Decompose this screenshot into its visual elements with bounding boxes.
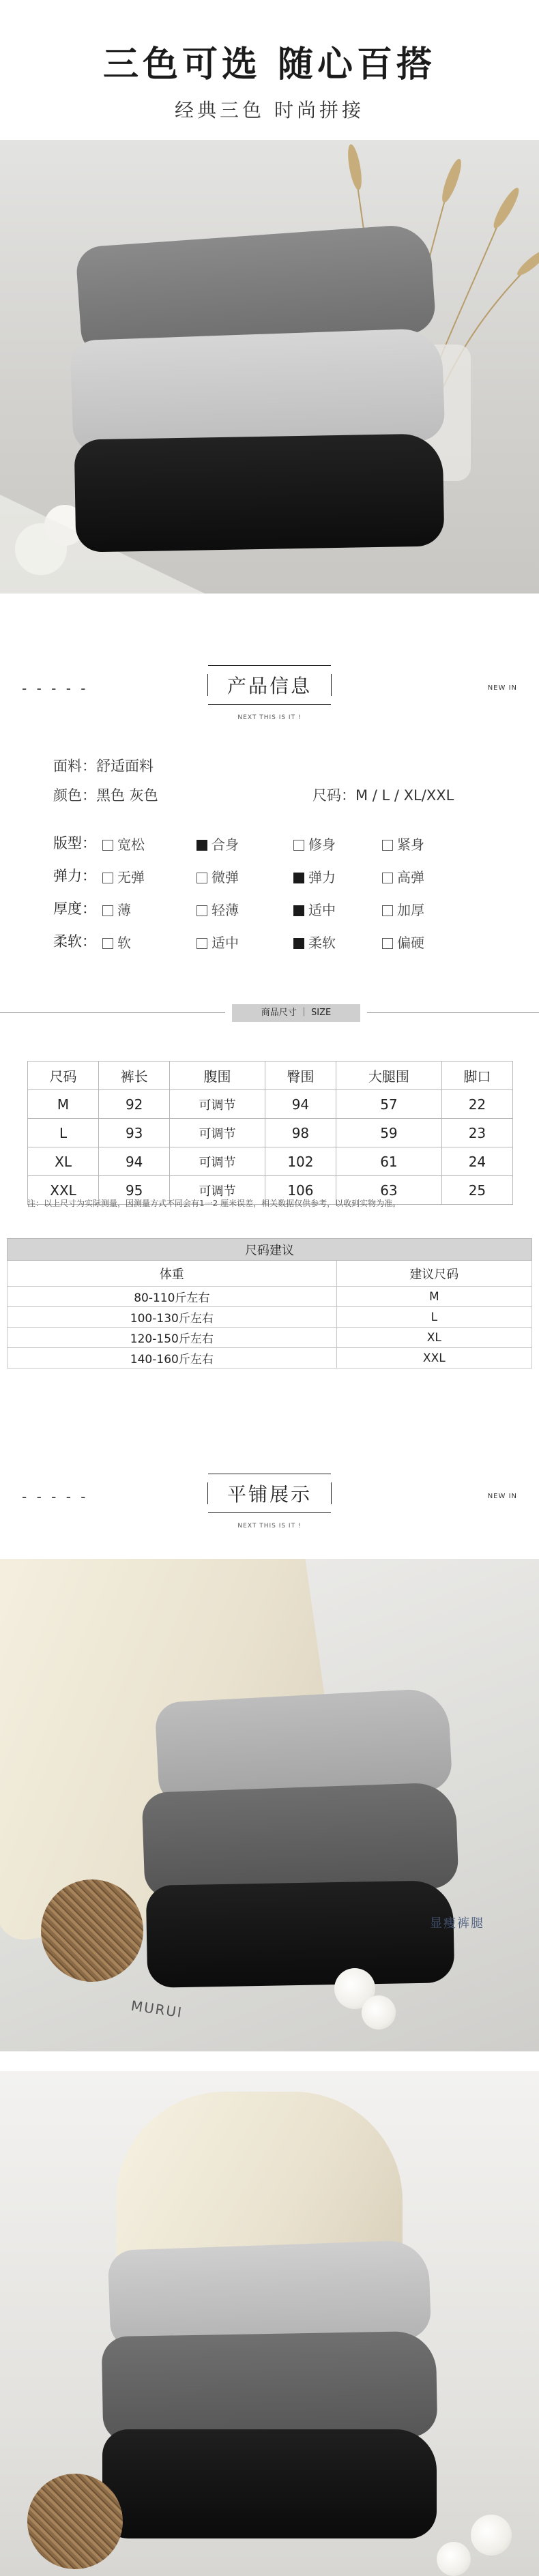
hero-title: 三色可选 随心百搭 xyxy=(102,44,437,85)
rec-table-cell: 100-130斤左右 xyxy=(8,1307,337,1328)
attribute-option-label: 薄 xyxy=(117,902,131,918)
attribute-row xyxy=(53,898,517,921)
size-table-cell: 24 xyxy=(441,1147,512,1176)
attribute-option xyxy=(102,932,131,952)
section-small-caption: NEXT THIS IS IT ! xyxy=(237,714,302,721)
section-header-product-info xyxy=(0,652,539,727)
attribute-option-label: 偏硬 xyxy=(397,935,424,951)
attribute-option xyxy=(382,899,424,919)
unchecked-box-icon xyxy=(382,905,393,916)
attribute-option-label: 轻薄 xyxy=(212,902,239,918)
gray-pants-folded xyxy=(102,2331,438,2443)
attribute-row xyxy=(53,931,517,954)
unchecked-box-icon xyxy=(196,905,207,916)
black-pants-folded xyxy=(102,2429,437,2538)
yarn-ball xyxy=(41,1879,143,1982)
size-table-header: 腹围 xyxy=(170,1062,265,1090)
black-pants-folded xyxy=(146,1880,455,1988)
attribute-option xyxy=(196,834,239,853)
yarn-ball xyxy=(27,2474,123,2569)
color-line: 颜色：黑色 灰色 xyxy=(53,787,158,804)
new-in-label: NEW IN xyxy=(487,1493,517,1500)
attribute-key: 版型： xyxy=(53,835,96,851)
attribute-key: 厚度： xyxy=(53,901,96,917)
cotton-flower xyxy=(471,2515,512,2556)
hero-subtitle: 经典三色 时尚拼接 xyxy=(175,99,364,121)
section-title-box xyxy=(208,1474,331,1513)
checked-box-icon xyxy=(293,905,304,916)
attribute-option-label: 无弹 xyxy=(117,869,145,886)
attribute-option xyxy=(293,834,336,853)
rec-table-cell: XL xyxy=(336,1328,531,1348)
fabric-line: 面料：舒适面料 xyxy=(53,758,154,774)
flat-photo-2 xyxy=(0,2071,539,2576)
attribute-option xyxy=(293,932,336,952)
attribute-key: 柔软： xyxy=(53,933,96,950)
attribute-option-label: 加厚 xyxy=(397,902,424,918)
attribute-key: 弹力： xyxy=(53,868,96,884)
size-table-cell: 可调节 xyxy=(170,1090,265,1119)
attribute-option xyxy=(102,899,131,919)
unchecked-box-icon xyxy=(102,873,113,883)
attribute-option xyxy=(102,866,145,886)
brand-text: MURUI xyxy=(130,1997,184,2021)
divider-left xyxy=(0,1012,225,1013)
checked-box-icon xyxy=(196,840,207,851)
unchecked-box-icon xyxy=(102,938,113,949)
size-table-cell: 102 xyxy=(265,1147,336,1176)
hero-banner xyxy=(0,0,539,594)
unchecked-box-icon xyxy=(293,840,304,851)
attribute-option-label: 紧身 xyxy=(397,836,424,853)
size-table-cell: 98 xyxy=(265,1119,336,1147)
size-table-header: 大腿围 xyxy=(336,1062,441,1090)
unchecked-box-icon xyxy=(382,873,393,883)
attribute-option-label: 适中 xyxy=(308,902,336,918)
size-tag: 商品尺寸 ｜ SIZE xyxy=(232,1004,360,1022)
black-pants-folded xyxy=(74,433,445,552)
section-title: 平铺展示 xyxy=(227,1483,312,1506)
unchecked-box-icon xyxy=(102,905,113,916)
table-row xyxy=(28,1090,513,1119)
flat-photo-1 xyxy=(0,1559,539,2051)
rec-header-size: 建议尺码 xyxy=(336,1261,531,1287)
section-title-box xyxy=(208,665,331,705)
size-section-bar xyxy=(0,1003,539,1023)
size-table xyxy=(27,1061,513,1205)
size-table-cell: 94 xyxy=(265,1090,336,1119)
unchecked-box-icon xyxy=(382,840,393,851)
rec-table-title: 尺码建议 xyxy=(8,1239,532,1261)
unchecked-box-icon xyxy=(102,840,113,851)
section-header-flat-display xyxy=(0,1460,539,1535)
table-row xyxy=(8,1328,532,1348)
table-row xyxy=(8,1348,532,1368)
table-row xyxy=(28,1147,513,1176)
size-table-cell: XL xyxy=(28,1147,99,1176)
attribute-row xyxy=(53,832,517,855)
checked-box-icon xyxy=(293,873,304,883)
size-line: 尺码：M / L / XL/XXL xyxy=(312,787,454,804)
measurement-note: 注：以上尺寸为实际测量，因测量方式不同会有1一2 厘米误差，相关数据仅供参考，以收到实物为准。 xyxy=(27,1199,401,1208)
size-table-header: 脚口 xyxy=(441,1062,512,1090)
size-table-cell: 93 xyxy=(99,1119,170,1147)
table-row xyxy=(8,1307,532,1328)
section-title: 产品信息 xyxy=(227,675,312,697)
attribute-option-label: 宽松 xyxy=(117,836,145,853)
size-table-cell: M xyxy=(28,1090,99,1119)
attribute-option-label: 微弹 xyxy=(212,869,239,886)
attribute-option xyxy=(102,834,145,853)
checked-box-icon xyxy=(293,938,304,949)
rec-table-cell: 80-110斤左右 xyxy=(8,1287,337,1307)
flat-photo-mark: 显瘦裤腿 xyxy=(430,1916,484,1931)
table-row xyxy=(8,1287,532,1307)
attribute-option xyxy=(196,932,239,952)
size-table-cell: 可调节 xyxy=(170,1147,265,1176)
size-table-header: 裤长 xyxy=(99,1062,170,1090)
size-table-cell: 94 xyxy=(99,1147,170,1176)
attribute-option xyxy=(382,834,424,853)
size-table-cell: 可调节 xyxy=(170,1119,265,1147)
attribute-option-label: 适中 xyxy=(212,935,239,951)
rec-table-cell: 140-160斤左右 xyxy=(8,1348,337,1368)
unchecked-box-icon xyxy=(196,938,207,949)
attribute-option xyxy=(293,899,336,919)
unchecked-box-icon xyxy=(382,938,393,949)
size-table-cell: 63 xyxy=(336,1176,441,1205)
size-table-header: 臀围 xyxy=(265,1062,336,1090)
attribute-option-label: 弹力 xyxy=(308,869,336,886)
section-small-caption: NEXT THIS IS IT ! xyxy=(237,1523,302,1530)
attribute-row xyxy=(53,865,517,888)
rec-table-cell: 120-150斤左右 xyxy=(8,1328,337,1348)
unchecked-box-icon xyxy=(196,873,207,883)
rec-header-weight: 体重 xyxy=(8,1261,337,1287)
size-table-cell: 可调节 xyxy=(170,1176,265,1205)
size-table-cell: 61 xyxy=(336,1147,441,1176)
cotton-flower xyxy=(437,2542,471,2576)
rec-table-cell: M xyxy=(336,1287,531,1307)
rec-table-cell: L xyxy=(336,1307,531,1328)
attribute-option-label: 高弹 xyxy=(397,869,424,886)
attribute-option-label: 软 xyxy=(117,935,131,951)
size-table-header: 尺码 xyxy=(28,1062,99,1090)
size-table-cell: 57 xyxy=(336,1090,441,1119)
attribute-option-label: 柔软 xyxy=(308,935,336,951)
divider-right xyxy=(367,1012,539,1013)
new-in-label: NEW IN xyxy=(487,684,517,692)
size-table-cell: XXL xyxy=(28,1176,99,1205)
size-recommendation-table xyxy=(7,1238,532,1368)
rec-table-cell: XXL xyxy=(336,1348,531,1368)
attribute-option xyxy=(382,932,424,952)
cotton-flower xyxy=(362,1995,396,2030)
attribute-option xyxy=(382,866,424,886)
table-row xyxy=(28,1119,513,1147)
header-dash: - - - - - xyxy=(22,1489,89,1505)
size-table-cell: L xyxy=(28,1119,99,1147)
size-table-cell: 92 xyxy=(99,1090,170,1119)
size-table-cell: 95 xyxy=(99,1176,170,1205)
attribute-option xyxy=(196,866,239,886)
attribute-option xyxy=(196,899,239,919)
attribute-option-label: 修身 xyxy=(308,836,336,853)
header-dash: - - - - - xyxy=(22,680,89,697)
attribute-option xyxy=(293,866,336,886)
size-table-cell: 106 xyxy=(265,1176,336,1205)
size-table-cell: 25 xyxy=(441,1176,512,1205)
size-table-cell: 23 xyxy=(441,1119,512,1147)
size-table-cell: 59 xyxy=(336,1119,441,1147)
attribute-option-label: 合身 xyxy=(212,836,239,853)
size-table-cell: 22 xyxy=(441,1090,512,1119)
hero-photo xyxy=(0,140,539,594)
